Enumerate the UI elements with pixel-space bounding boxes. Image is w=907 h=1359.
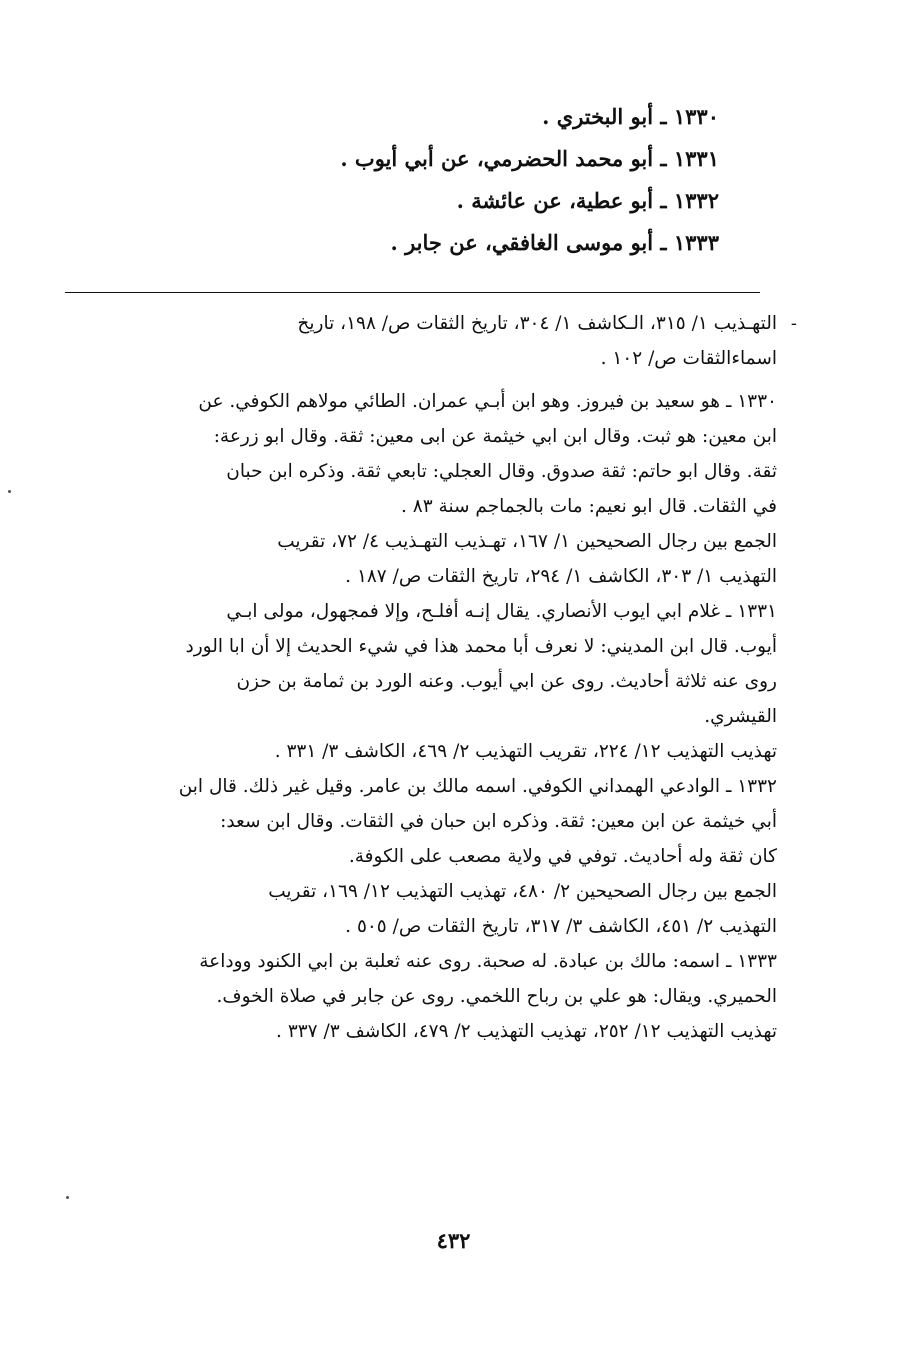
entry-1331: ١٣٣١ ـ أبو محمد الحضرمي، عن أبي أيوب . xyxy=(340,146,719,171)
footnote-line: ثقة. وقال ابو حاتم: ثقة صدوق. وقال العجلي: تابعي ثقة. وذكره ابن حبان xyxy=(226,461,777,482)
footnote-bullet: - xyxy=(790,313,797,334)
footnote-line: ابن معين: هو ثبت. وقال ابن ابي خيثمة عن ابى معين: ثقة. وقال ابو زرعة: xyxy=(213,426,777,447)
footnote-refs-line: الجمع بين رجال الصحيحين ٢/ ٤٨٠، تهذيب التهذيب ١٢/ ١٦٩، تقريب xyxy=(268,881,777,902)
footnote-intro-line: التهـذيب ١/ ٣١٥، الـكاشف ١/ ٣٠٤، تاريخ الثقات ص/ ١٩٨، تاريخ xyxy=(297,313,777,334)
entry-1333: ١٣٣٣ ـ أبو موسى الغافقي، عن جابر . xyxy=(390,230,719,255)
footnotes-section xyxy=(72,306,797,1049)
footnote-1332 xyxy=(72,769,777,944)
footnote-line: القيشري. xyxy=(704,706,777,727)
footnote-line: الحميري. ويقال: هو علي بن رباح اللخمي. روى عن جابر في صلاة الخوف. xyxy=(216,986,777,1007)
footnote-line: في الثقات. قال ابو نعيم: مات بالجماجم سنة ٨٣ . xyxy=(401,496,777,517)
footnote-1331 xyxy=(72,594,777,769)
footnote-1333 xyxy=(72,944,777,1049)
entry-1330: ١٣٣٠ ـ أبو البختري . xyxy=(542,104,719,129)
footnote-line: ١٣٣٢ ـ الوادعي الهمداني الكوفي. اسمه مالك بن عامر. وقيل غير ذلك. قال ابن xyxy=(178,776,777,797)
footnote-refs-line: الجمع بين رجال الصحيحين ١/ ١٦٧، تهـذيب التهـذيب ٤/ ٧٢، تقريب xyxy=(277,531,777,552)
footnote-line: روى عنه ثلاثة أحاديث. روى عن ابي أيوب. وعنه الورد بن ثمامة بن حزن xyxy=(236,671,777,692)
footnote-refs-line: تهذيب التهذيب ١٢/ ٢٢٤، تقريب التهذيب ٢/ ٤٦٩، الكاشف ٣/ ٣٣١ . xyxy=(274,741,777,762)
footnote-line: ١٣٣٠ ـ هو سعيد بن فيروز. وهو ابن أبـي عمران. الطائي مولاهم الكوفي. عن xyxy=(198,391,777,412)
footnote-separator xyxy=(65,292,760,293)
footnote-intro xyxy=(72,306,797,376)
footnote-line: ١٣٣١ ـ غلام ابي ايوب الأنصاري. يقال إنـه أفلـح، وإلا فمجهول، مولى ابـي xyxy=(226,601,777,622)
footnote-line: ١٣٣٣ ـ اسمه: مالك بن عبادة. له صحبة. روى عنه ثعلبة بن ابي الكنود ووداعة xyxy=(199,951,777,972)
page-number: ٤٣٢ xyxy=(436,1228,471,1253)
main-entries-list xyxy=(199,96,719,264)
scan-speck xyxy=(66,1196,69,1199)
entry-1332: ١٣٣٢ ـ أبو عطية، عن عائشة . xyxy=(456,188,719,213)
scan-speck xyxy=(8,490,11,493)
footnote-line: أيوب. قال ابن المديني: لا نعرف أبا محمد هذا في شيء الحديث إلا أن ابا الورد xyxy=(185,636,777,657)
footnote-line: تهذيب التهذيب ١٢/ ٢٥٢، تهذيب التهذيب ٢/ ٤٧٩، الكاشف ٣/ ٣٣٧ . xyxy=(276,1021,777,1042)
footnote-line: كان ثقة وله أحاديث. توفي في ولاية مصعب على الكوفة. xyxy=(348,846,777,867)
footnote-line: أبي خيثمة عن ابن معين: ثقة. وذكره ابن حبان في الثقات. وقال ابن سعد: xyxy=(220,811,777,832)
footnote-1330 xyxy=(72,384,777,594)
footnote-refs-line: التهذيب ٢/ ٤٥١، الكاشف ٣/ ٣١٧، تاريخ الثقات ص/ ٥٠٥ . xyxy=(345,916,777,937)
footnote-refs-line: التهذيب ١/ ٣٠٣، الكاشف ١/ ٢٩٤، تاريخ الثقات ص/ ١٨٧ . xyxy=(345,566,777,587)
footnote-intro-line: اسماءالثقات ص/ ١٠٢ . xyxy=(600,348,777,369)
